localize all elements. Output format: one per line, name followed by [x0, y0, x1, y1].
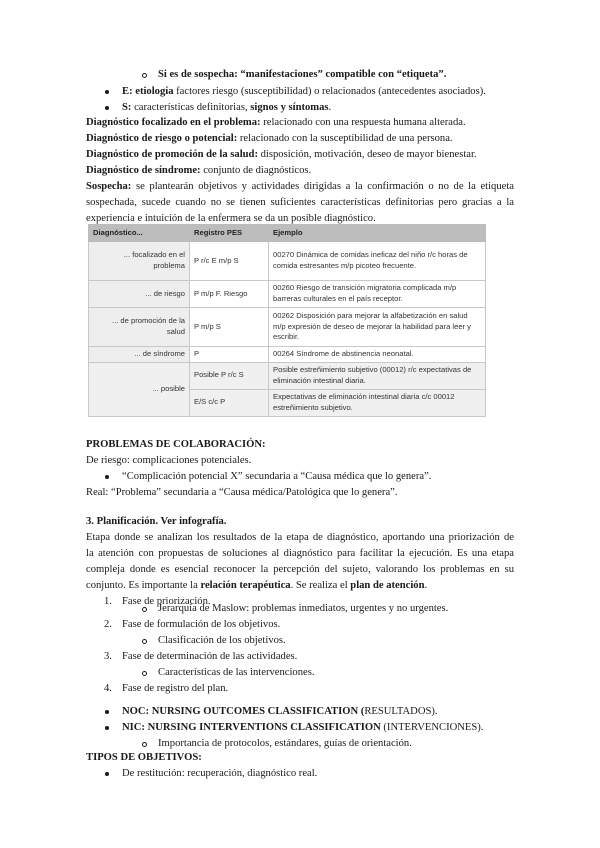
colaboracion-riesgo: De riesgo: complicaciones potenciales. — [86, 455, 252, 466]
sospecha-paragraph-line3: experiencia e intuición de la enfermera se da un posible diagnóstico. — [86, 213, 376, 224]
table-cell-ejemplo: Expectativas de eliminación intestinal diaria c/c 00012 estreñimiento subjetivo. — [269, 389, 486, 416]
phase-item: Fase de formulación de los objetivos. — [122, 619, 281, 630]
circle-bullet-icon — [142, 639, 147, 644]
pes-table — [88, 224, 486, 417]
circle-bullet-icon — [142, 73, 147, 78]
definition-promocion: Diagnóstico de promoción de la salud: disposición, motivación, deseo de mayor bienestar. — [86, 149, 477, 160]
circle-bullet-icon — [142, 607, 147, 612]
planificacion-paragraph-line1: Etapa donde se analizan los resultados de la etapa de diagnóstico, aportando una priorización de — [86, 532, 514, 543]
nic-item: NIC: NURSING INTERVENTIONS CLASSIFICATION (INTERVENCIONES). — [122, 722, 484, 733]
table-cell-diagnostico: ... de riesgo — [89, 281, 190, 308]
table-cell-ejemplo: 00264 Síndrome de abstinencia neonatal. — [269, 347, 486, 363]
phase-item: Fase de registro del plan. — [122, 683, 229, 694]
phase-sub-item: Jerarquía de Maslow: problemas inmediatos, urgentes y no urgentes. — [158, 603, 449, 614]
planificacion-heading: 3. Planificación. Ver infografía. — [86, 516, 227, 527]
table-header-row — [89, 225, 486, 242]
planificacion-paragraph-line2: la atención con propuestas de soluciones al diagnóstico para facilitar la ejecución. Es una etapa — [86, 548, 514, 559]
table-cell-registro: P m/p F. Riesgo — [190, 281, 269, 308]
sintomas-bullet: S: características definitorias, signos y síntomas. — [122, 102, 332, 113]
etiologia-bullet: E: etiología factores riesgo (susceptibilidad) o relacionados (antecedentes asociados). — [122, 86, 486, 97]
phase-sub-item: Características de las intervenciones. — [158, 667, 315, 678]
table-header: Diagnóstico... — [89, 225, 190, 242]
phase-item: Fase de priorización. — [122, 596, 211, 607]
table-row — [89, 362, 486, 389]
circle-bullet-icon — [142, 671, 147, 676]
table-cell-registro: P — [190, 347, 269, 363]
phase-item: Fase de determinación de las actividades. — [122, 651, 298, 662]
table-cell-diagnostico: ... focalizado en el problema — [89, 242, 190, 281]
table-cell-registro: P r/c E m/p S — [190, 242, 269, 281]
bullet-icon — [105, 475, 109, 479]
table-cell-ejemplo: 00270 Dinámica de comidas ineficaz del niño r/c horas de comida estresantes m/p picoteo frecuente. — [269, 242, 486, 281]
planificacion-paragraph-line3: compleja donde es esencial reconocer la percepción del sujeto, valorando los problemas en su — [86, 564, 514, 575]
table-header: Registro PES — [190, 225, 269, 242]
table-cell-registro: Posible P r/c S — [190, 362, 269, 389]
definition-focalizado: Diagnóstico focalizado en el problema: relacionado con una respuesta humana alterada. — [86, 117, 466, 128]
table-row — [89, 281, 486, 308]
list-number: 3. — [104, 651, 112, 662]
table-cell-ejemplo: 00262 Disposición para mejorar la alfabetización en salud m/p expresión de deseo de mejorar la habilidad para leer y escribir. — [269, 308, 486, 347]
circle-bullet-icon — [142, 742, 147, 747]
table-row — [89, 347, 486, 363]
definition-riesgo: Diagnóstico de riesgo o potencial: relacionado con la susceptibilidad de una persona. — [86, 133, 453, 144]
sospecha-paragraph-line2: sospechada, sucede cuando no se tienen suficientes características definitorias pero gracias a la — [86, 197, 514, 208]
planificacion-paragraph-line4: conjunto. Es importante la relación terapéutica. Se realiza el plan de atención. — [86, 580, 428, 591]
bullet-icon — [105, 106, 109, 110]
noc-item: NOC: NURSING OUTCOMES CLASSIFICATION (RESULTADOS). — [122, 706, 438, 717]
table-cell-ejemplo: Posible estreñimiento subjetivo (00012) r/c expectativas de eliminación intestinal diaria. — [269, 362, 486, 389]
table-cell-ejemplo: 00260 Riesgo de transición migratoria complicada m/p barreras culturales en el país receptor. — [269, 281, 486, 308]
nic-sub-item: Importancia de protocolos, estándares, guías de orientación. — [158, 738, 412, 749]
definition-sindrome: Diagnóstico de síndrome: conjunto de diagnósticos. — [86, 165, 312, 176]
bullet-icon — [105, 726, 109, 730]
table-row — [89, 308, 486, 347]
colaboracion-heading: PROBLEMAS DE COLABORACIÓN: — [86, 439, 266, 450]
bullet-icon — [105, 90, 109, 94]
table-cell-diagnostico: ... de síndrome — [89, 347, 190, 363]
table-cell-diagnostico: ... de promoción de la salud — [89, 308, 190, 347]
colaboracion-riesgo-bullet: “Complicación potencial X” secundaria a “Causa médica que lo genera”. — [122, 471, 432, 482]
sospecha-bullet: Si es de sospecha: “manifestaciones” compatible con “etiqueta”. — [158, 69, 447, 80]
sospecha-paragraph-line1: Sospecha: se plantearán objetivos y actividades dirigidas a la confirmación o no de la etiqueta — [86, 181, 514, 192]
table-cell-diagnostico: ... posible — [89, 362, 190, 416]
list-number: 1. — [104, 596, 112, 607]
colaboracion-real: Real: “Problema” secundaria a “Causa médica/Patológica que lo genera”. — [86, 487, 398, 498]
objetivos-heading: TIPOS DE OBJETIVOS: — [86, 752, 202, 763]
bullet-icon — [105, 710, 109, 714]
table-cell-registro: E/S c/c P — [190, 389, 269, 416]
table-cell-registro: P m/p S — [190, 308, 269, 347]
bullet-icon — [105, 772, 109, 776]
table-header: Ejemplo — [269, 225, 486, 242]
phase-sub-item: Clasificación de los objetivos. — [158, 635, 286, 646]
table-row — [89, 242, 486, 281]
list-number: 4. — [104, 683, 112, 694]
objetivos-item: De restitución: recuperación, diagnóstico real. — [122, 768, 318, 779]
list-number: 2. — [104, 619, 112, 630]
